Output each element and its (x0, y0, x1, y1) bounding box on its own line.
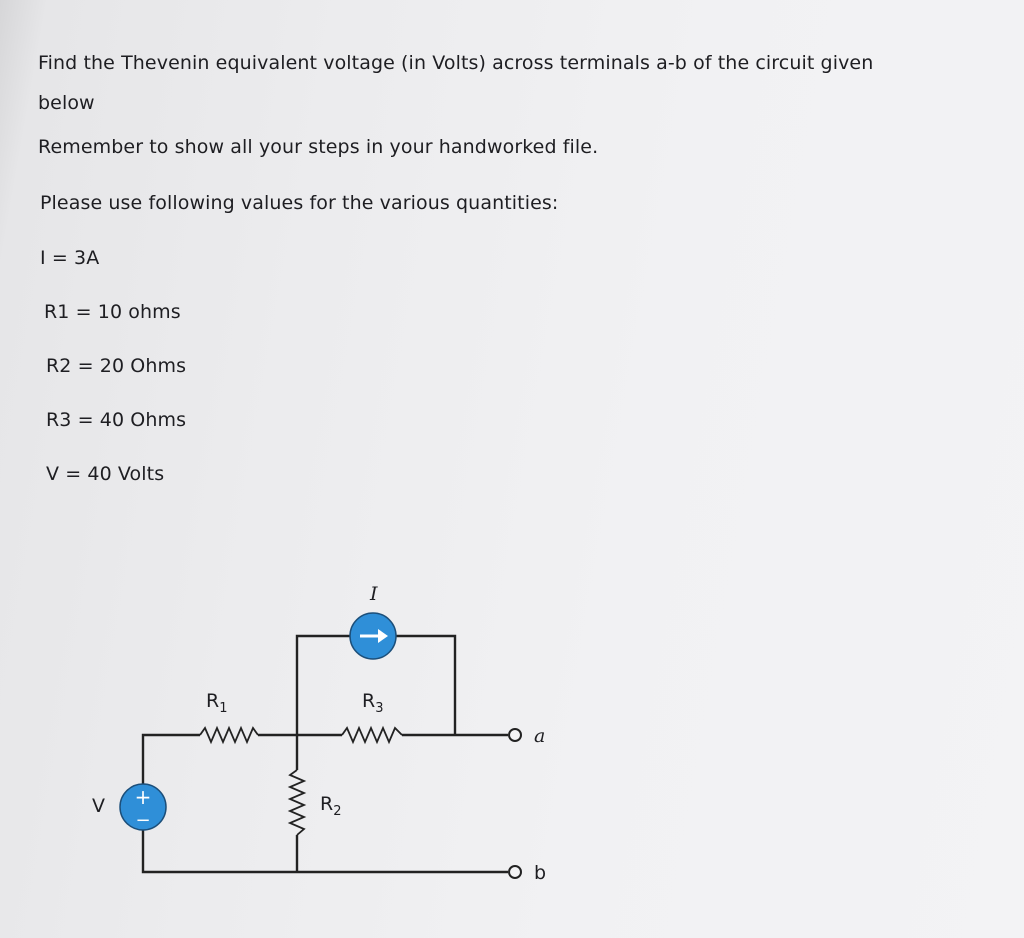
source-plus-sign: + (134, 785, 152, 809)
r3-label: $R_3$ (362, 690, 384, 716)
wire-source-right (396, 636, 455, 735)
source-minus-sign: − (135, 810, 151, 831)
wire-bottom (143, 830, 508, 872)
value-r1: R1 = 10 ohms (44, 301, 181, 323)
terminal-a-label: a (534, 725, 546, 747)
value-r3: R3 = 40 Ohms (46, 409, 187, 431)
values-intro-text: Please use following values for the various quantities: (40, 192, 559, 214)
terminal-b-label: b (534, 862, 547, 884)
source-label: V (92, 795, 105, 817)
r2-label: $R_2$ (320, 793, 342, 819)
resistor-r2 (290, 770, 304, 835)
terminal-a-node (509, 729, 521, 741)
instruction-text: Remember to show all your steps in your handworked file. (38, 136, 599, 158)
question-text-line2: below (38, 92, 95, 114)
current-label: I (370, 583, 378, 605)
value-current: I = 3A (40, 247, 100, 269)
wire-source-left (297, 636, 350, 735)
resistor-r3 (342, 728, 402, 742)
terminal-b-node (509, 866, 521, 878)
resistor-r1 (200, 728, 258, 742)
question-text-line1: Find the Thevenin equivalent voltage (in Volts) across terminals a-b of the circuit given (38, 52, 874, 74)
wire-left-top (143, 735, 200, 784)
r1-label: $R_1$ (206, 690, 228, 716)
value-voltage: V = 40 Volts (46, 463, 165, 485)
value-r2: R2 = 20 Ohms (46, 355, 187, 377)
